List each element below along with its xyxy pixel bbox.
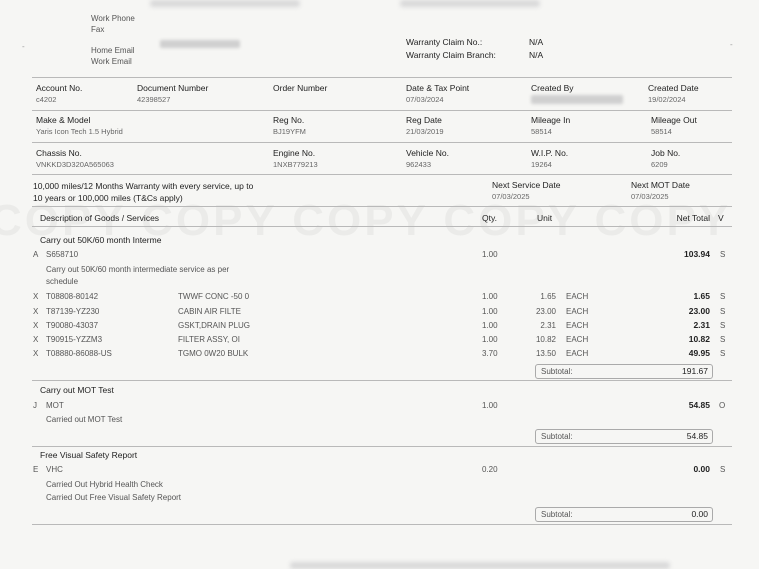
part-vat-code: S [720,321,726,330]
line-code: VHC [46,465,63,474]
document-number-label: Document Number [137,83,209,93]
part-unit: EACH [566,292,589,301]
part-qty: 1.00 [482,335,498,344]
section-title: Carry out 50K/60 month Interme [40,235,162,245]
part-vat-code: S [720,307,726,316]
next-service-value: 07/03/2025 [492,192,530,201]
mileage-in-value: 58514 [531,127,552,136]
mileage-out-value: 58514 [651,127,672,136]
subtotal-value: 0.00 [691,509,708,519]
warranty-claim-branch-label: Warranty Claim Branch: [406,50,496,60]
redacted-header-right [400,0,540,7]
part-prefix: X [33,292,39,301]
line-qty: 1.00 [482,401,498,410]
mileage-out-label: Mileage Out [651,115,697,125]
make-model-label: Make & Model [36,115,91,125]
divider [32,206,732,207]
job-value: 6209 [651,160,668,169]
part-qty: 3.70 [482,349,498,358]
col-description: Description of Goods / Services [40,213,160,223]
next-mot-value: 07/03/2025 [631,192,669,201]
part-vat-code: S [720,292,726,301]
warranty-claim-no-value: N/A [529,37,544,47]
reg-no-label: Reg No. [273,115,305,125]
date-tax-label: Date & Tax Point [406,83,470,93]
line-code: MOT [46,401,64,410]
wip-value: 19264 [531,160,552,169]
line-total: 103.94 [684,249,710,259]
line-vat-code: O [719,401,726,410]
part-code: T08880-86088-US [46,349,112,358]
line-vat-code: S [720,250,726,259]
part-unit-price: 1.65 [540,292,556,301]
part-description: TGMO 0W20 BULK [178,349,249,358]
part-unit-price: 2.31 [540,321,556,330]
reg-no-value: BJ19YFM [273,127,306,136]
section-title: Free Visual Safety Report [40,450,138,460]
part-prefix: X [33,349,39,358]
part-total: 2.31 [693,320,710,330]
part-prefix: X [33,321,39,330]
part-total: 1.65 [693,291,710,301]
line-qty: 0.20 [482,465,498,474]
part-qty: 1.00 [482,321,498,330]
line-prefix: J [33,401,37,410]
work-phone-label: Work Phone [91,14,135,23]
part-unit-price: 10.82 [535,335,556,344]
part-description: CABIN AIR FILTE [178,307,241,316]
col-net-total: Net Total [676,213,710,223]
document-number-value: 42398527 [137,95,171,104]
line-description: Carried Out Hybrid Health Check [46,480,163,489]
engine-label: Engine No. [273,148,316,158]
redacted-footer [290,562,670,569]
job-label: Job No. [651,148,681,158]
chassis-value: VNKKD3D320A565063 [36,160,114,169]
part-prefix: X [33,335,39,344]
redacted-created-by [531,95,623,104]
make-model-value: Yaris Icon Tech 1.5 Hybrid [36,127,123,136]
part-unit-price: 23.00 [535,307,556,316]
col-qty: Qty. [482,213,497,223]
work-email-label: Work Email [91,57,132,66]
part-qty: 1.00 [482,307,498,316]
part-qty: 1.00 [482,292,498,301]
line-total: 54.85 [688,400,710,410]
home-email-label: Home Email [91,46,135,55]
reg-date-label: Reg Date [406,115,442,125]
account-no-value: c4202 [36,95,57,104]
date-tax-value: 07/03/2024 [406,95,444,104]
section-title: Carry out MOT Test [40,385,114,395]
subtotal-label: Subtotal: [541,367,573,376]
chassis-label: Chassis No. [36,148,82,158]
warranty-note-line1: 10,000 miles/12 Months Warranty with every service, up to [33,181,254,191]
line-prefix: E [33,465,39,474]
engine-value: 1NXB779213 [273,160,318,169]
created-date-label: Created Date [648,83,699,93]
divider [32,142,732,143]
line-qty: 1.00 [482,250,498,259]
line-description: Carried out MOT Test [46,415,123,424]
line-description: Carried Out Free Visual Safety Report [46,493,182,502]
wip-label: W.I.P. No. [531,148,569,158]
warranty-claim-no-label: Warranty Claim No.: [406,37,483,47]
part-prefix: X [33,307,39,316]
right-margin-mark: - [730,40,733,49]
line-prefix: A [33,250,39,259]
divider [32,380,732,381]
created-by-label: Created By [531,83,574,93]
part-unit: EACH [566,335,589,344]
part-total: 10.82 [688,334,710,344]
divider [32,226,732,227]
part-unit-price: 13.50 [535,349,556,358]
line-vat-code: S [720,465,726,474]
line-description: Carry out 50K/60 month intermediate service as per [46,265,230,274]
part-code: T87139-YZ230 [46,307,100,316]
part-description: TWWF CONC -50 0 [178,292,250,301]
col-v: V [718,213,724,223]
divider [32,446,732,447]
line-description: schedule [46,277,79,286]
redacted-email [160,40,240,48]
left-margin-mark: - [22,42,25,51]
part-code: T08808-80142 [46,292,99,301]
warranty-claim-branch-value: N/A [529,50,544,60]
divider [32,110,732,111]
divider [32,174,732,175]
divider [32,77,732,78]
col-unit: Unit [537,213,553,223]
line-total: 0.00 [693,464,710,474]
vehicle-label: Vehicle No. [406,148,449,158]
part-vat-code: S [720,335,726,344]
part-description: FILTER ASSY, OI [178,335,240,344]
part-code: T90915-YZZM3 [46,335,103,344]
vehicle-value: 962433 [406,160,432,169]
subtotal-value: 191.67 [682,366,708,376]
part-unit: EACH [566,349,589,358]
reg-date-value: 21/03/2019 [406,127,444,136]
next-mot-label: Next MOT Date [631,180,690,190]
subtotal-label: Subtotal: [541,432,573,441]
divider [32,524,732,525]
account-no-label: Account No. [36,83,83,93]
part-code: T90080-43037 [46,321,99,330]
redacted-header-left [150,0,300,7]
subtotal-value: 54.85 [686,431,708,441]
part-unit: EACH [566,321,589,330]
order-number-label: Order Number [273,83,328,93]
subtotal-label: Subtotal: [541,510,573,519]
part-total: 23.00 [688,306,710,316]
line-code: S658710 [46,250,79,259]
part-description: GSKT,DRAIN PLUG [178,321,251,330]
created-date-value: 19/02/2024 [648,95,686,104]
part-vat-code: S [720,349,726,358]
fax-label: Fax [91,25,105,34]
part-total: 49.95 [688,348,710,358]
mileage-in-label: Mileage In [531,115,571,125]
part-unit: EACH [566,307,589,316]
warranty-note-line2: 10 years or 100,000 miles (T&Cs apply) [33,193,183,203]
next-service-label: Next Service Date [492,180,561,190]
